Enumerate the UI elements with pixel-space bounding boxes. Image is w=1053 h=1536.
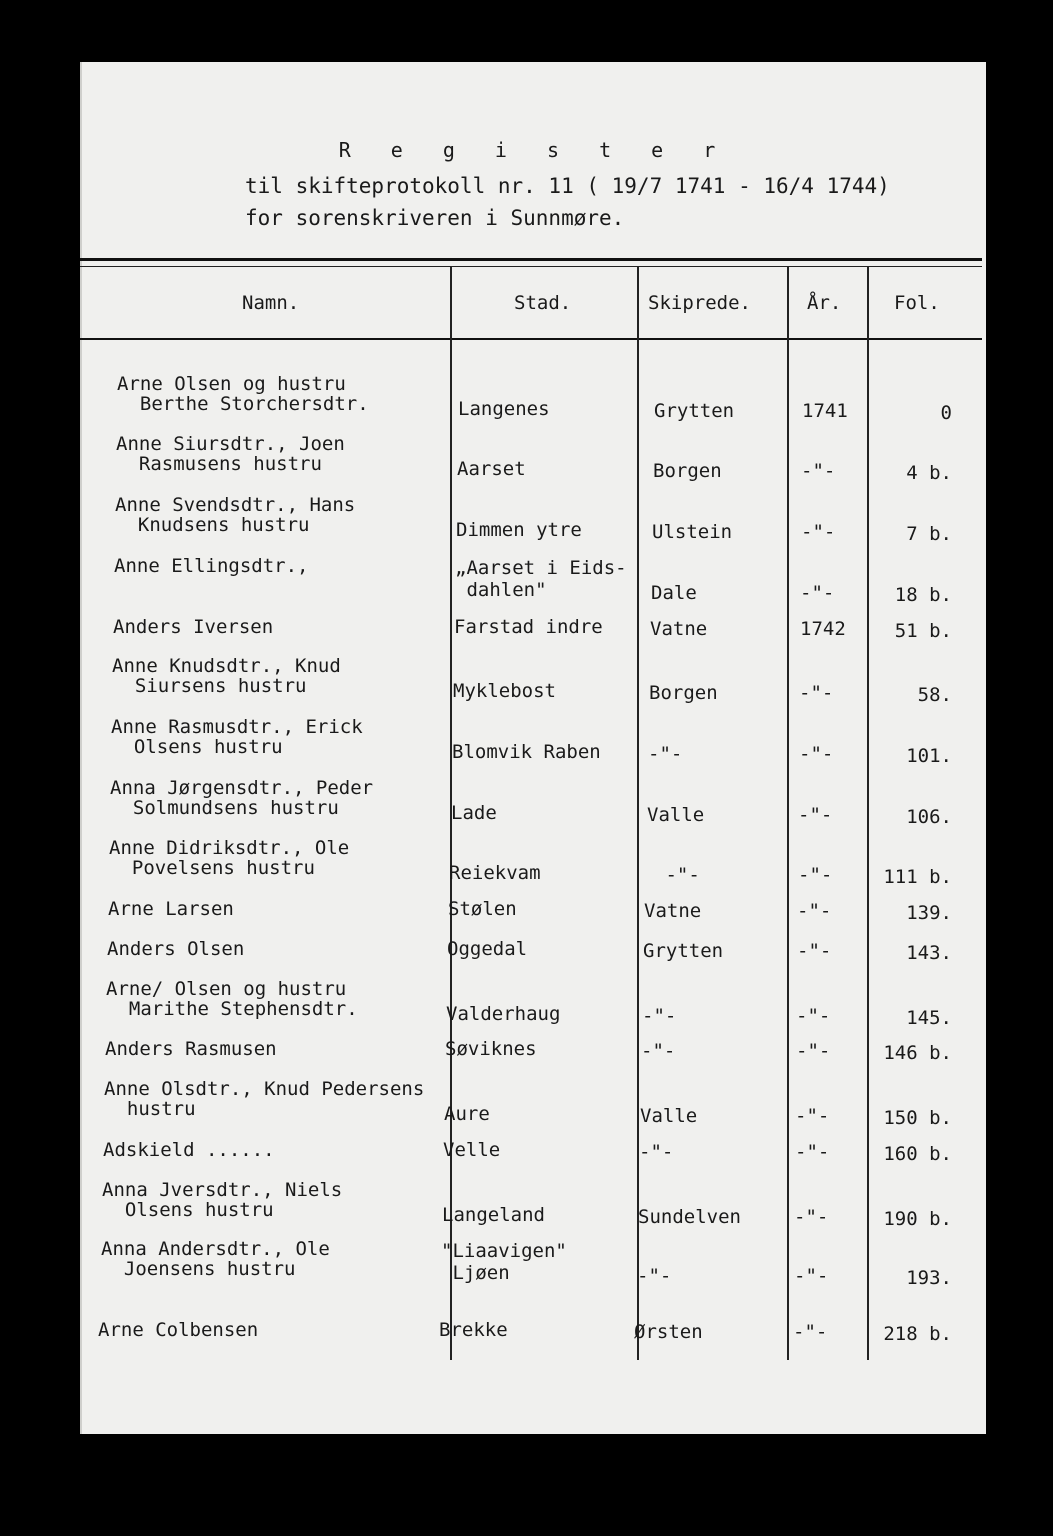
rule-double-top — [80, 258, 982, 261]
folio-entry: 160 b. — [883, 1143, 952, 1165]
folio-entry: 4 b. — [906, 462, 952, 484]
name-entry: Anne Siursdtr., Joen — [116, 433, 345, 455]
name-entry: Povelsens hustru — [109, 857, 315, 879]
column-divider-3 — [787, 266, 789, 1360]
name-entry: Knudsens hustru — [115, 514, 310, 536]
year-entry: -"- — [799, 743, 834, 765]
year-entry: -"- — [797, 940, 832, 962]
place-entry: „Aarset i Eids- — [455, 557, 627, 579]
folio-entry: 218 b. — [883, 1323, 952, 1345]
district-entry: Ørsten — [634, 1321, 703, 1343]
district-entry: -"- — [642, 1005, 677, 1027]
place-entry: Aarset — [457, 458, 526, 480]
place-entry: dahlen" — [455, 579, 547, 601]
district-entry: Valle — [647, 804, 705, 826]
rule-double-bottom — [80, 266, 982, 267]
name-entry: Anna Jørgensdtr., Peder — [110, 777, 374, 799]
district-entry: Vatne — [644, 900, 702, 922]
place-entry: Stølen — [448, 898, 517, 920]
name-entry: Olsens hustru — [102, 1199, 274, 1221]
folio-entry: 58. — [917, 684, 952, 706]
folio-entry: 18 b. — [894, 584, 952, 606]
place-entry: Aure — [444, 1103, 490, 1125]
year-entry: -"- — [799, 682, 834, 704]
folio-entry: 0 — [940, 402, 952, 424]
year-entry: 1742 — [800, 618, 846, 640]
name-entry: Anders Olsen — [107, 938, 245, 960]
name-entry: Arne Larsen — [108, 898, 234, 920]
folio-entry: 143. — [906, 942, 952, 964]
year-entry: -"- — [794, 1206, 829, 1228]
folio-entry: 190 b. — [883, 1208, 952, 1230]
district-entry: -"- — [648, 743, 683, 765]
district-entry: Vatne — [650, 618, 708, 640]
column-header-skiprede: Skiprede. — [648, 292, 751, 314]
place-entry: Reiekvam — [449, 862, 541, 884]
folio-entry: 106. — [906, 806, 952, 828]
place-entry: Blomvik Raben — [452, 741, 601, 763]
folio-entry: 139. — [906, 902, 952, 924]
name-entry: Siursens hustru — [112, 675, 307, 697]
year-entry: -"- — [795, 1141, 830, 1163]
year-entry: 1741 — [802, 400, 848, 422]
place-entry: Søviknes — [445, 1038, 537, 1060]
document-page — [80, 62, 986, 1434]
folio-entry: 150 b. — [883, 1107, 952, 1129]
name-entry: Anne Ellingsdtr., — [114, 555, 309, 577]
place-entry: Langenes — [458, 398, 550, 420]
district-entry: Valle — [640, 1105, 698, 1127]
year-entry: -"- — [801, 521, 836, 543]
name-entry: Marithe Stephensdtr. — [106, 998, 358, 1020]
name-entry: Anna Andersdtr., Ole — [101, 1238, 330, 1260]
folio-entry: 51 b. — [894, 620, 952, 642]
year-entry: -"- — [797, 900, 832, 922]
folio-entry: 193. — [906, 1267, 952, 1289]
district-entry: Dale — [651, 582, 697, 604]
district-entry: -"- — [639, 1141, 674, 1163]
name-entry: Olsens hustru — [111, 736, 283, 758]
name-entry: Arne/ Olsen og hustru — [106, 978, 347, 1000]
name-entry: Anders Iversen — [113, 616, 274, 638]
name-entry: hustru — [104, 1098, 196, 1120]
name-entry: Solmundsens hustru — [110, 797, 339, 819]
district-entry: Grytten — [654, 400, 735, 422]
name-entry: Anne Rasmusdtr., Erick — [111, 716, 363, 738]
place-entry: Oggedal — [447, 938, 528, 960]
name-entry: Anne Svendsdtr., Hans — [115, 494, 356, 516]
name-entry: Berthe Storchersdtr. — [117, 393, 369, 415]
place-entry: Dimmen ytre — [456, 519, 582, 541]
place-entry: Farstad indre — [454, 616, 603, 638]
name-entry: Arne Olsen og hustru — [117, 373, 346, 395]
district-entry: -"- — [654, 864, 700, 886]
name-entry: Arne Colbensen — [98, 1319, 259, 1341]
place-entry: Brekke — [439, 1319, 508, 1341]
name-entry: Rasmusens hustru — [116, 453, 322, 475]
district-entry: -"- — [637, 1265, 672, 1287]
place-entry: Langeland — [442, 1204, 545, 1226]
column-divider-4 — [867, 266, 869, 1360]
folio-entry: 101. — [906, 745, 952, 767]
district-entry: Grytten — [643, 940, 724, 962]
name-entry: Anne Didriksdtr., Ole — [109, 837, 350, 859]
column-header-namn: Namn. — [242, 292, 300, 314]
place-entry: Velle — [443, 1139, 501, 1161]
rule-header-bottom — [80, 338, 982, 340]
name-entry: Anne Knudsdtr., Knud — [112, 655, 341, 677]
folio-entry: 145. — [906, 1007, 952, 1029]
column-divider-2 — [637, 266, 639, 1360]
year-entry: -"- — [801, 460, 836, 482]
year-entry: -"- — [793, 1321, 828, 1343]
place-entry: "Liaavigen" — [441, 1240, 567, 1262]
year-entry: -"- — [796, 1040, 831, 1062]
folio-entry: 111 b. — [883, 866, 952, 888]
name-entry: Joensens hustru — [101, 1258, 296, 1280]
year-entry: -"- — [794, 1265, 829, 1287]
district-entry: -"- — [641, 1040, 676, 1062]
place-entry: Lade — [451, 802, 497, 824]
place-entry: Myklebost — [453, 680, 556, 702]
district-entry: Ulstein — [652, 521, 733, 543]
column-header-fol: Fol. — [894, 292, 940, 314]
year-entry: -"- — [796, 1005, 831, 1027]
year-entry: -"- — [798, 804, 833, 826]
page-title: R e g i s t e r — [338, 138, 730, 162]
column-header-ar: År. — [807, 292, 842, 314]
subtitle-line-2: for sorenskriveren i Sunnmøre. — [245, 206, 625, 230]
column-header-stad: Stad. — [514, 292, 572, 314]
subtitle-line-1: til skifteprotokoll nr. 11 ( 19/7 1741 - 16/4 1744) — [245, 174, 890, 198]
place-entry: Ljøen — [441, 1262, 510, 1284]
year-entry: -"- — [798, 864, 833, 886]
folio-entry: 146 b. — [883, 1042, 952, 1064]
district-entry: Borgen — [653, 460, 722, 482]
year-entry: -"- — [800, 582, 835, 604]
place-entry: Valderhaug — [446, 1003, 561, 1025]
name-entry: Anne Olsdtr., Knud Pedersens — [104, 1078, 425, 1100]
name-entry: Anna Jversdtr., Niels — [102, 1179, 343, 1201]
name-entry: Adskield ...... — [103, 1139, 275, 1161]
district-entry: Sundelven — [638, 1206, 741, 1228]
name-entry: Anders Rasmusen — [105, 1038, 277, 1060]
district-entry: Borgen — [649, 682, 718, 704]
folio-entry: 7 b. — [906, 523, 952, 545]
year-entry: -"- — [795, 1105, 830, 1127]
